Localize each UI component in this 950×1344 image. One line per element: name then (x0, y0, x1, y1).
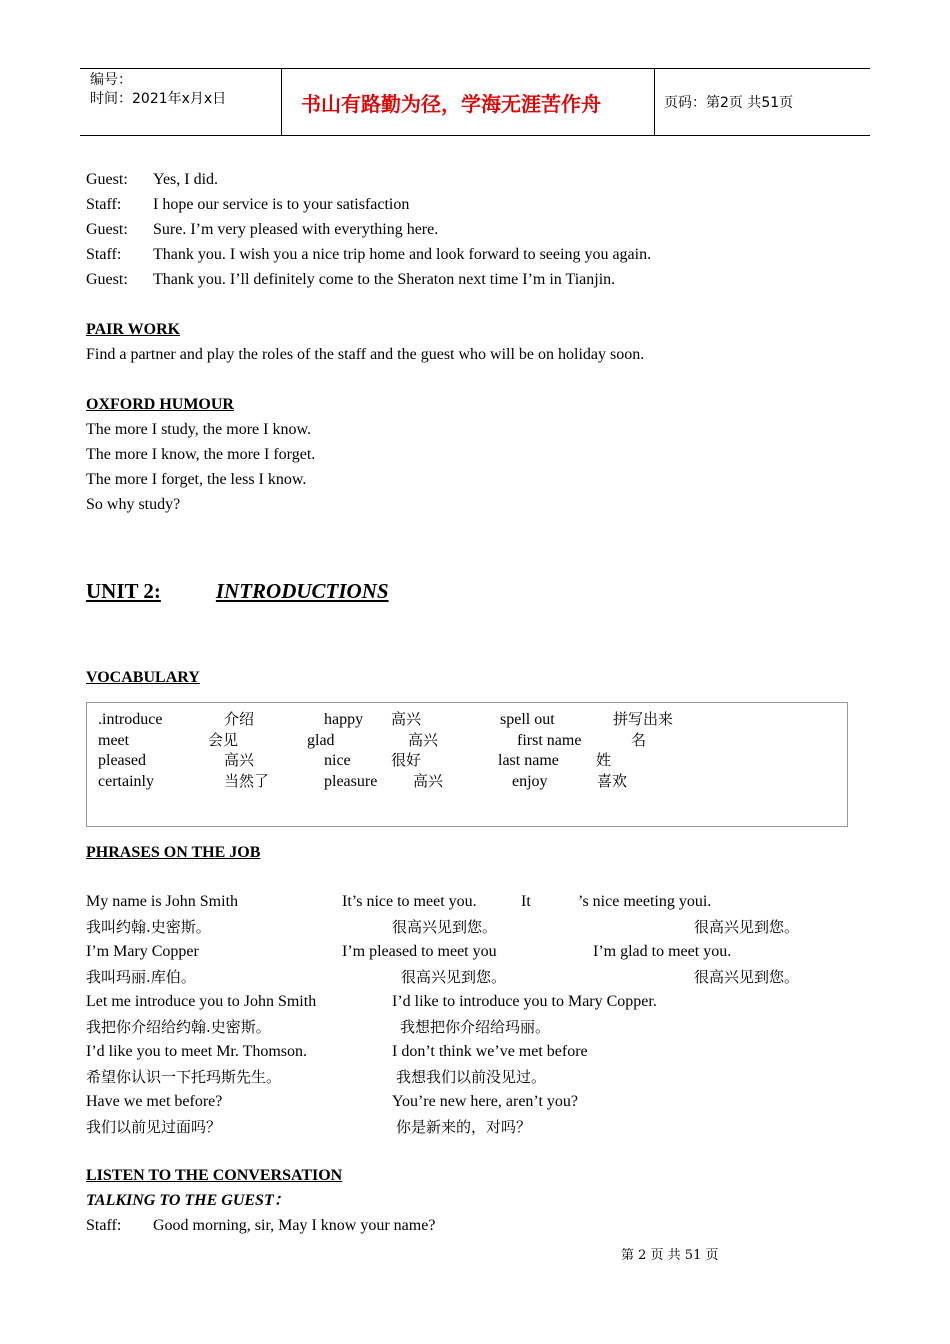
header-time-label: 时间：2021年x月x日 (90, 91, 227, 107)
vocab-term: pleasure (324, 773, 378, 790)
phrase-en: My name is John Smith (86, 893, 239, 910)
vocab-term: first name (517, 732, 582, 749)
vocab-meaning: 会见 (208, 731, 239, 749)
dialogue-line: Thank you. I wish you a nice trip home and look forward to seeing you again. (153, 246, 652, 263)
vocab-term: spell out (500, 711, 555, 728)
phrase-en: I’d like you to meet Mr. Thomson. (86, 1043, 308, 1060)
vocab-meaning: 很好 (391, 751, 422, 769)
dialogue-line: Sure. I’m very pleased with everything here. (153, 221, 439, 238)
phrases-heading: PHRASES ON THE JOB (86, 844, 261, 861)
dialogue-speaker: Staff: (86, 1217, 122, 1234)
header-divider-right (654, 68, 655, 135)
vocab-term: nice (324, 752, 351, 769)
phrase-cn: 我把你介绍给约翰.史密斯。 (86, 1018, 271, 1036)
header-page-info: 页码：第2页 共51页 (664, 95, 794, 111)
phrase-en: I’m pleased to meet you (342, 943, 497, 960)
phrase-cn: 我们以前见过面吗？ (86, 1118, 222, 1136)
header-top-rule (80, 68, 870, 69)
phrase-cn: 很高兴见到您。 (694, 968, 800, 986)
listen-heading: LISTEN TO THE CONVERSATION (86, 1167, 343, 1184)
dialogue-line: Good morning, sir, May I know your name? (153, 1217, 436, 1234)
phrase-en: I’m glad to meet you. (593, 943, 732, 960)
vocabulary-heading: VOCABULARY (86, 669, 200, 686)
vocab-meaning: 高兴 (391, 710, 422, 728)
vocab-meaning: 名 (631, 731, 647, 749)
vocab-meaning: 拼写出来 (613, 710, 674, 728)
humour-line: So why study? (86, 496, 181, 513)
page-footer: 第 2 页 共 51 页 (621, 1248, 719, 1263)
pair-work-text: Find a partner and play the roles of the staff and the guest who will be on holiday soon. (86, 346, 645, 363)
phrase-en: You’re new here, aren’t you? (392, 1093, 579, 1110)
phrase-cn: 我想我们以前没见过。 (396, 1068, 547, 1086)
pair-work-heading: PAIR WORK (86, 321, 181, 338)
humour-line: The more I know, the more I forget. (86, 446, 316, 463)
phrase-en: Have we met before? (86, 1093, 223, 1110)
header-number-label: 编号： (90, 72, 132, 88)
phrase-en: I don’t think we’ve met before (392, 1043, 588, 1060)
phrase-cn: 我叫玛丽.库伯。 (86, 968, 196, 986)
phrase-en: ’s nice meeting youi. (578, 893, 712, 910)
vocab-term: pleased (98, 752, 146, 769)
phrase-en: I’d like to introduce you to Mary Copper. (392, 993, 657, 1010)
vocab-term: meet (98, 732, 130, 749)
phrase-en: It’s nice to meet you. (342, 893, 477, 910)
phrase-cn: 很高兴见到您。 (401, 968, 507, 986)
dialogue-line: I hope our service is to your satisfaction (153, 196, 410, 213)
unit-title: INTRODUCTIONS (215, 579, 389, 603)
phrase-en: I’m Mary Copper (86, 943, 199, 960)
vocab-meaning: 高兴 (408, 731, 439, 749)
dialogue-speaker: Staff: (86, 196, 122, 213)
listen-subheading: TALKING TO THE GUEST： (86, 1192, 290, 1209)
vocab-term: last name (498, 752, 559, 769)
vocab-term: glad (307, 732, 335, 749)
phrase-cn: 我叫约翰.史密斯。 (86, 918, 211, 936)
phrase-cn: 我想把你介绍给玛丽。 (400, 1018, 551, 1036)
phrase-en: Let me introduce you to John Smith (86, 993, 317, 1010)
phrase-cn: 很高兴见到您。 (392, 918, 498, 936)
vocabulary-box (86, 702, 848, 827)
dialogue-speaker: Guest: (86, 221, 128, 238)
dialogue-line: Yes, I did. (153, 171, 219, 188)
vocab-meaning: 介绍 (224, 710, 255, 728)
dialogue-line: Thank you. I’ll definitely come to the Sheraton next time I’m in Tianjin. (153, 271, 616, 288)
dialogue-speaker: Staff: (86, 246, 122, 263)
phrase-cn: 希望你认识一下托玛斯先生。 (86, 1068, 282, 1086)
vocab-meaning: 高兴 (413, 772, 444, 790)
humour-line: The more I study, the more I know. (86, 421, 311, 438)
dialogue-speaker: Guest: (86, 271, 128, 288)
header-bottom-rule (80, 135, 870, 136)
phrase-cn: 你是新来的，对吗？ (396, 1118, 532, 1136)
unit-heading (86, 578, 389, 604)
humour-line: The more I forget, the less I know. (86, 471, 307, 488)
header-motto: 书山有路勤为径，学海无涯苦作舟 (301, 92, 601, 116)
header-divider-left (281, 68, 282, 135)
vocab-term: happy (324, 711, 364, 728)
vocab-meaning: 喜欢 (597, 772, 628, 790)
vocab-term: .introduce (98, 711, 163, 728)
vocab-term: certainly (98, 773, 154, 790)
vocab-term: enjoy (512, 773, 548, 790)
dialogue-speaker: Guest: (86, 171, 128, 188)
phrase-cn: 很高兴见到您。 (694, 918, 800, 936)
vocab-meaning: 高兴 (224, 751, 255, 769)
unit-label: UNIT 2: (86, 579, 161, 603)
vocab-meaning: 当然了 (224, 772, 270, 790)
oxford-humour-heading: OXFORD HUMOUR (86, 396, 234, 413)
phrase-en: It (521, 893, 531, 910)
vocab-meaning: 姓 (596, 751, 612, 769)
